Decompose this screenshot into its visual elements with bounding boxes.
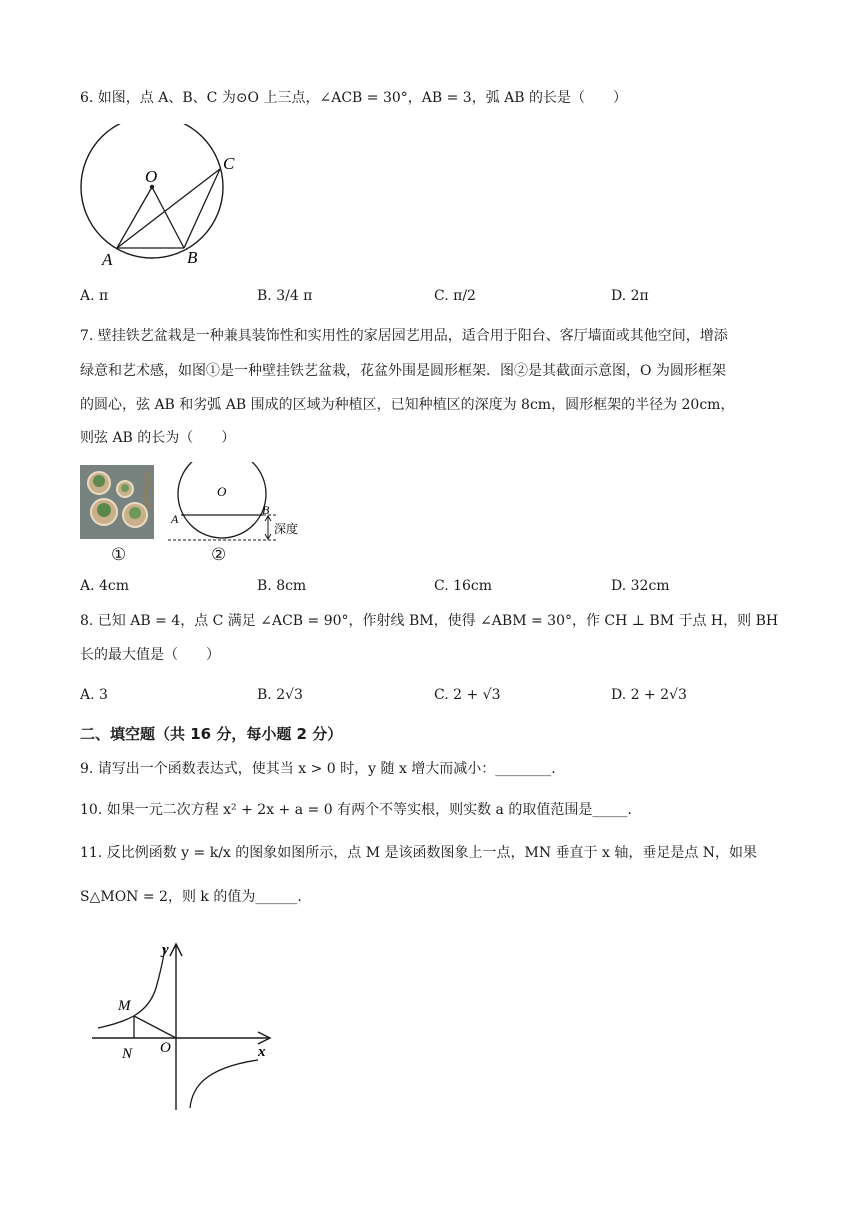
q6-label-a: A — [102, 250, 113, 269]
q11-label-n: N — [122, 1046, 133, 1062]
q6-stem: 6. 如图，点 A、B、C 为⊙O 上三点，∠ACB = 30°，AB = 3，弧 AB 的长是（ ） — [80, 90, 627, 106]
q7-cross-section-figure — [168, 462, 308, 546]
q6-option-c[interactable]: C. π/2 — [434, 288, 476, 304]
q7-planter-photo — [80, 465, 154, 539]
q7-stem-line-1: 7. 壁挂铁艺盆栽是一种兼具装饰性和实用性的家居园艺用品，适合用于阳台、客厅墙面或其他空间，增添 — [80, 328, 728, 344]
q7-label-depth: 深度 — [274, 522, 299, 536]
q6-circle-figure — [74, 124, 244, 270]
q7-figure-2-caption: ② — [211, 545, 227, 565]
q7-option-a[interactable]: A. 4cm — [80, 578, 130, 594]
q7-stem-line-3: 的圆心，弦 AB 和劣弧 AB 围成的区域为种植区，已知种植区的深度为 8cm，圆形框架的半径为 20cm， — [80, 397, 735, 413]
q10-stem: 10. 如果一元二次方程 x² + 2x + a = 0 有两个不等实根，则实数 a 的取值范围是_____. — [80, 802, 632, 818]
q8-option-d[interactable]: D. 2 + 2√3 — [611, 687, 687, 703]
q6-label-b: B — [187, 248, 198, 267]
q7-stem-line-4: 则弦 AB 的长为（ ） — [80, 430, 236, 446]
q11-label-m: M — [118, 998, 131, 1014]
q9-stem: 9. 请写出一个函数表达式，使其当 x > 0 时，y 随 x 增大而减小：________. — [80, 761, 556, 777]
q6-label-o: O — [145, 167, 158, 186]
q7-option-d[interactable]: D. 32cm — [611, 578, 670, 594]
q11-stem-line-2: S△MON = 2，则 k 的值为______. — [80, 889, 302, 905]
q8-option-c[interactable]: C. 2 + √3 — [434, 687, 501, 703]
q6-option-a[interactable]: A. π — [80, 288, 109, 304]
q11-hyperbola-graph — [86, 938, 282, 1114]
q11-label-x: x — [258, 1044, 266, 1060]
q11-stem-line-1: 11. 反比例函数 y = k/x 的图象如图所示，点 M 是该函数图象上一点，MN 垂直于 x 轴，垂足是点 N，如果 — [80, 845, 758, 861]
q7-label-a: A — [171, 512, 179, 526]
q8-option-b[interactable]: B. 2√3 — [257, 687, 303, 703]
section-title: 二、填空题（共 16 分，每小题 2 分） — [80, 725, 343, 743]
q11-label-y: y — [162, 942, 169, 958]
q8-stem-line-1: 8. 已知 AB = 4，点 C 满足 ∠ACB = 90°，作射线 BM，使得 ∠ABM = 30°，作 CH ⊥ BM 于点 H，则 BH — [80, 613, 779, 629]
q11-label-o: O — [160, 1040, 171, 1056]
q6-label-c: C — [223, 154, 235, 173]
q7-label-b: B — [262, 503, 270, 517]
q8-stem-line-2: 长的最大值是（ ） — [80, 647, 220, 663]
q7-option-b[interactable]: B. 8cm — [257, 578, 307, 594]
q7-figure-1-caption: ① — [111, 545, 127, 565]
q7-stem-line-2: 绿意和艺术感，如图①是一种壁挂铁艺盆栽，花盆外围是圆形框架．图②是其截面示意图，O 为圆形框架 — [80, 363, 726, 379]
q6-option-b[interactable]: B. 3/4 π — [257, 288, 313, 304]
q7-option-c[interactable]: C. 16cm — [434, 578, 493, 594]
q6-option-d[interactable]: D. 2π — [611, 288, 649, 304]
q7-label-o: O — [217, 484, 227, 499]
q8-option-a[interactable]: A. 3 — [80, 687, 108, 703]
